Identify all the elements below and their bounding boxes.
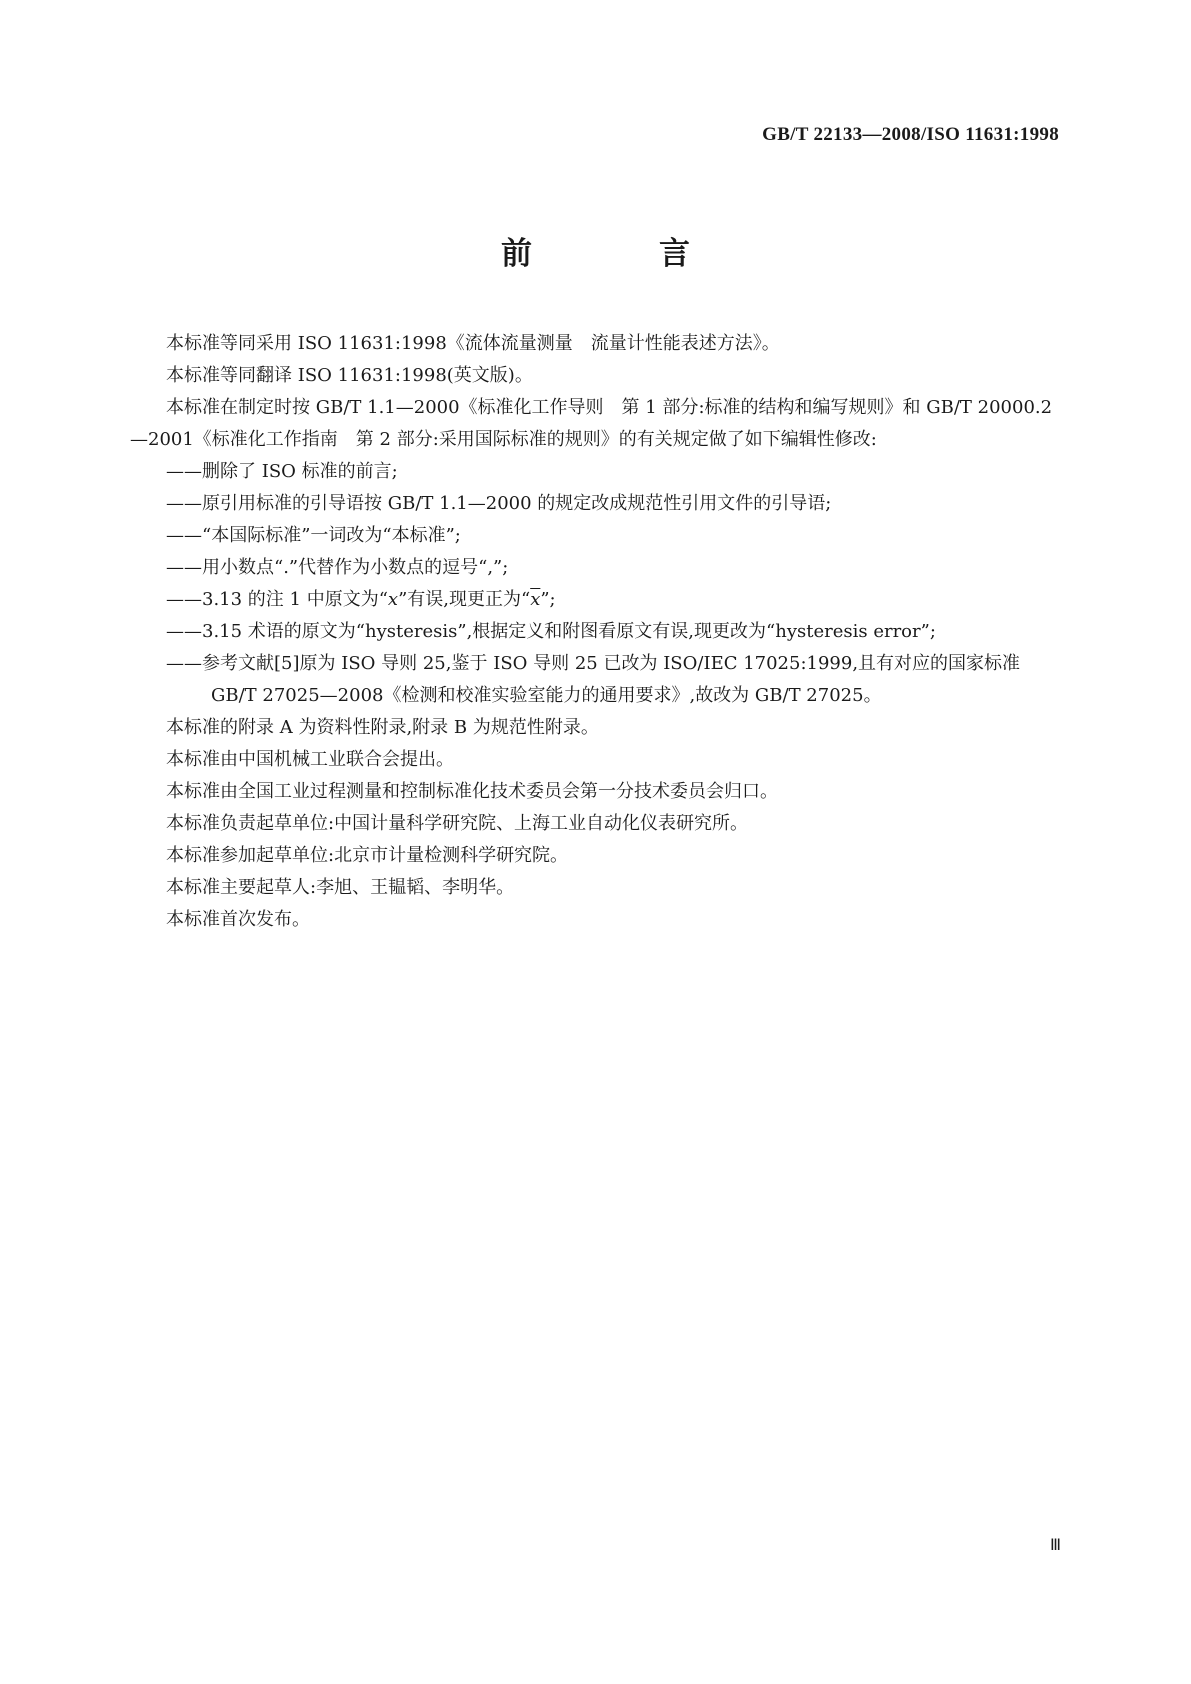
paragraph: 本标准由全国工业过程测量和控制标准化技术委员会第一分技术委员会归口。: [166, 781, 778, 802]
paragraph: 本标准由中国机械工业联合会提出。: [166, 749, 454, 770]
paragraph: 本标准等同翻译 ISO 11631:1998(英文版)。: [166, 365, 533, 386]
change-item: ——删除了 ISO 标准的前言;: [166, 461, 398, 482]
paragraph: 本标准等同采用 ISO 11631:1998《流体流量测量 流量计性能表述方法》。: [166, 333, 780, 354]
paragraph: 本标准的附录 A 为资料性附录,附录 B 为规范性附录。: [166, 717, 599, 738]
variable-x-bar: $\overline{x}$: [530, 589, 541, 610]
change-item: ——“本国际标准”一词改为“本标准”;: [166, 525, 461, 546]
paragraph: 本标准负责起草单位:中国计量科学研究院、上海工业自动化仪表研究所。: [166, 813, 749, 834]
page-number: Ⅲ: [1049, 1537, 1061, 1554]
page-title: 前 言: [501, 236, 738, 272]
paragraph: 本标准参加起草单位:北京市计量检测科学研究院。: [166, 845, 569, 866]
change-item: [130, 584, 1060, 616]
standard-code: GB/T 22133—2008/ISO 11631:1998: [762, 124, 1059, 145]
change-text: ”;: [540, 589, 556, 610]
change-item: ——用小数点“.”代替作为小数点的逗号“,”;: [166, 557, 509, 578]
change-text: ”有误,现更正为“: [398, 589, 531, 610]
paragraph: 本标准首次发布。: [166, 909, 310, 930]
paragraph: 本标准在制定时按 GB/T 1.1—2000《标准化工作导则 第 1 部分:标准的结构和编写规则》和 GB/T 20000.2—2001《标准化工作指南 第 2 部分:采用国际标准的规则》的有关规定做了如下编辑性修改:: [130, 397, 1053, 450]
change-item: ——原引用标准的引导语按 GB/T 1.1—2000 的规定改成规范性引用文件的引导语;: [166, 493, 832, 514]
paragraph: 本标准主要起草人:李旭、王韫韬、李明华。: [166, 877, 515, 898]
variable-x: x: [387, 589, 399, 610]
foreword-body: [130, 328, 1060, 936]
change-item: ——参考文献[5]原为 ISO 导则 25,鉴于 ISO 导则 25 已改为 ISO/IEC 17025:1999,且有对应的国家标准 GB/T 27025—2008《检测和校准实验室能力的通用要求》,故改为 GB/T 27025。: [166, 653, 1021, 706]
change-item: ——3.15 术语的原文为“hysteresis”,根据定义和附图看原文有误,现更改为“hysteresis error”;: [166, 621, 936, 642]
change-text: ——3.13 的注 1 中原文为“: [166, 589, 388, 610]
